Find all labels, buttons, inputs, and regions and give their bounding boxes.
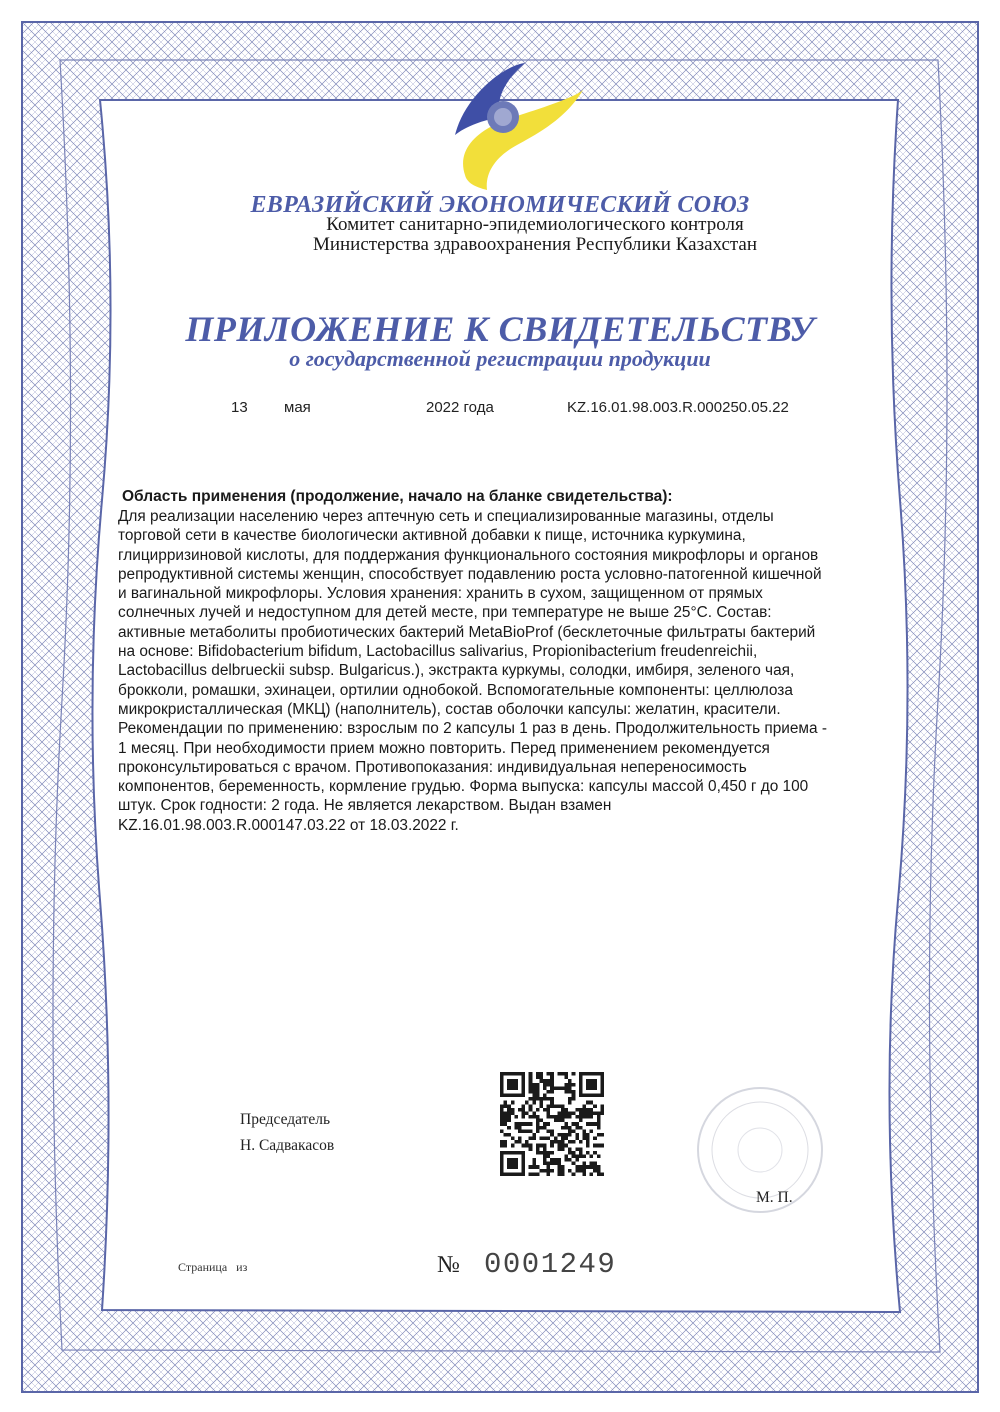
union-title: ЕВРАЗИЙСКИЙ ЭКОНОМИЧЕСКИЙ СОЮЗ xyxy=(250,192,750,218)
eaeu-logo xyxy=(425,55,585,195)
scope-text xyxy=(118,507,898,835)
scope-line: активные метаболиты пробиотических бактерий MetaBioProf (бесклеточные фильтраты бактерий xyxy=(118,623,816,641)
certificate-number: KZ.16.01.98.003.R.000250.05.22 xyxy=(567,399,789,416)
scope-line: торговой сети в качестве биологически активной добавки к пище, источника куркумина, xyxy=(118,527,746,545)
scope-line: брокколи, ромашки, эхинацеи, ортилии однобокой. Вспомогательные компоненты: целлюлоза xyxy=(118,681,793,699)
seal-place-label: М. П. xyxy=(756,1189,793,1206)
scope-line: проконсультироваться с врачом. Противопоказания: индивидуальная непереносимость xyxy=(118,758,747,776)
date-year: 2022 года xyxy=(426,399,494,416)
page-counter-label: Страница из xyxy=(178,1260,248,1274)
scope-line: на основе: Bifidobacterium bifidum, Lactobacillus salivarius, Propionibacterium freudenreichii, xyxy=(118,643,758,661)
date-day: 13 xyxy=(231,399,248,416)
scope-line: глицирризиновой кислоты, для поддержания функционального состояния микрофлоры и органов xyxy=(118,546,819,564)
scope-line: солнечных лучей и недоступном для детей месте, при температуре не выше 25°С. Состав: xyxy=(118,604,772,622)
committee-line-1: Комитет санитарно-эпидемиологического контроля xyxy=(326,214,744,235)
scope-line: компонентов, беременность, кормление грудью. Форма выпуска: капсулы массой 0,450 г до 100 xyxy=(118,778,809,796)
document-subtitle: о государственной регистрации продукции xyxy=(289,346,711,371)
scope-line: репродуктивной системы женщин, способствует подавлению роста условно-патогенной кишечной xyxy=(118,565,822,583)
scope-line: микрокристаллическая (МКЦ) (наполнитель), состав оболочки капсулы: желатин, красители. xyxy=(118,700,781,718)
scope-line: KZ.16.01.98.003.R.000147.03.22 от 18.03.2022 г. xyxy=(118,816,459,834)
scope-line: Lactobacillus delbrueckii subsp. Bulgaricus.), экстракта куркумы, солодки, имбиря, зеленого чая, xyxy=(118,662,795,680)
signatory-role: Председатель xyxy=(240,1111,331,1128)
scope-line: Рекомендации по применению: взрослым по 2 капсулы 1 раз в день. Продолжительность приема - xyxy=(118,720,827,738)
form-serial-number: 0001249 xyxy=(484,1248,617,1281)
scope-line: Для реализации населению через аптечную сеть и специализированные магазины, отделы xyxy=(118,508,774,525)
qr-code[interactable] xyxy=(500,1072,604,1176)
committee-line-2: Министерства здравоохранения Республики Казахстан xyxy=(312,234,758,255)
signatory-name: Н. Садвакасов xyxy=(240,1137,335,1154)
document-title: ПРИЛОЖЕНИЕ К СВИДЕТЕЛЬСТВУ xyxy=(185,309,815,349)
scope-heading: Область применения (продолжение, начало на бланке свидетельства): xyxy=(122,488,673,505)
date-month: мая xyxy=(284,399,311,416)
scope-line: и вагинальной микрофлоры. Условия хранения: хранить в сухом, защищенном от прямых xyxy=(118,585,763,603)
number-sign: № xyxy=(437,1252,460,1278)
scope-line: штук. Срок годности: 2 года. Не является лекарством. Выдан взамен xyxy=(118,797,612,815)
scope-line: 1 месяц. При необходимости прием можно повторить. Перед применением рекомендуется xyxy=(118,739,770,757)
